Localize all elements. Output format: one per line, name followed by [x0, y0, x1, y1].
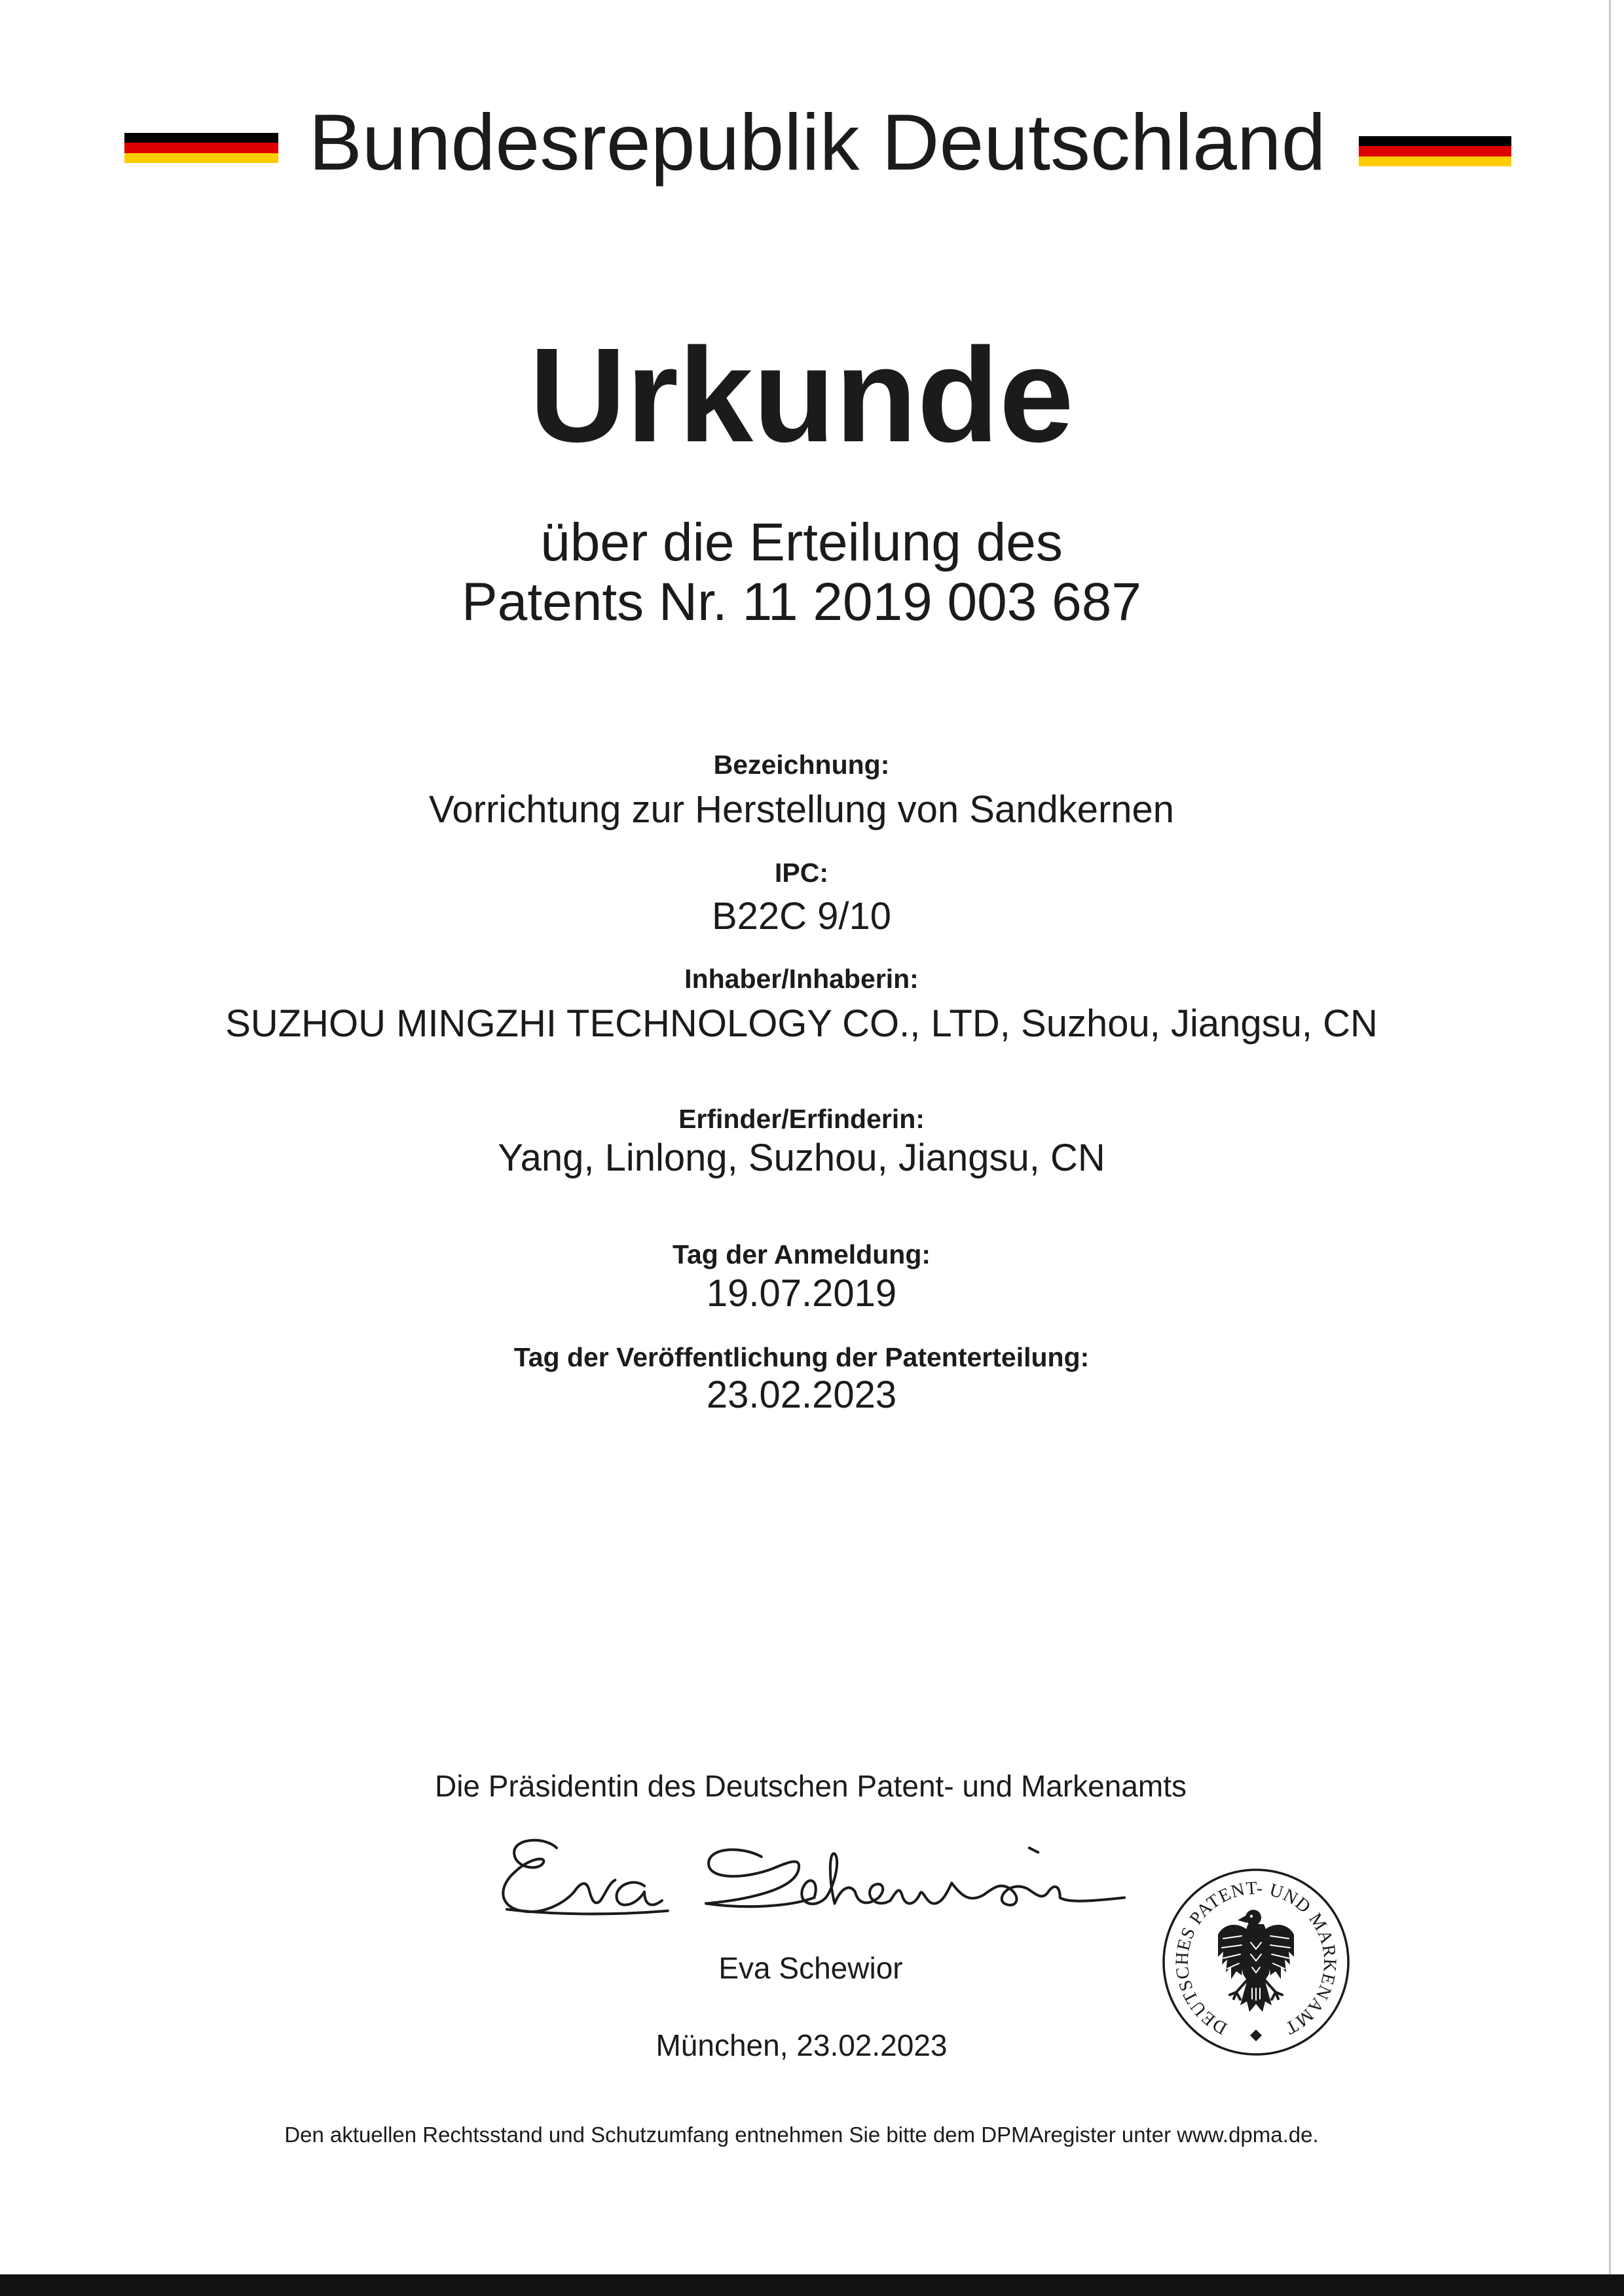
field-value-inventor: Yang, Linlong, Suzhou, Jiangsu, CN — [498, 1137, 1105, 1179]
header-title: Bundesrepublik Deutschland — [308, 98, 1326, 187]
field-value-owner: SUZHOU MINGZHI TECHNOLOGY CO., LTD, Suzhou, Jiangsu, CN — [225, 1002, 1378, 1045]
field-value-grant-publication-date: 23.02.2023 — [706, 1374, 897, 1416]
signature-intro: Die Präsidentin des Deutschen Patent- und Markenamts — [434, 1769, 1187, 1803]
certificate-title: Urkunde — [529, 320, 1074, 470]
federal-eagle-icon — [1218, 1910, 1294, 2012]
signature-handwriting — [458, 1807, 1179, 1950]
field-value-designation: Vorrichtung zur Herstellung von Sandkernen — [428, 788, 1175, 831]
field-label-designation: Bezeichnung: — [713, 750, 890, 780]
scan-edge-line — [1609, 0, 1611, 2274]
signature-stroke — [802, 1853, 1124, 1905]
field-value-ipc: B22C 9/10 — [711, 895, 892, 938]
flag-stripe-black — [1359, 136, 1511, 146]
seal-diamond — [1250, 2030, 1262, 2041]
field-label-owner: Inhaber/Inhaberin: — [684, 964, 919, 994]
signature-stroke — [616, 1882, 661, 1904]
seal-text-path: DEUTSCHES PATENT- UND MARKENAMT — [1172, 1878, 1340, 2039]
field-label-grant-publication-date: Tag der Veröffentlichung der Patenterteilung: — [513, 1342, 1090, 1372]
field-value-filing-date: 19.07.2019 — [706, 1272, 897, 1315]
certificate-subtitle-line2: Patents Nr. 11 2019 003 687 — [462, 572, 1141, 632]
place-date: München, 23.02.2023 — [655, 2028, 948, 2062]
signature-stroke — [574, 1880, 616, 1903]
official-seal — [1158, 1864, 1354, 2060]
signatory-name: Eva Schewior — [718, 1951, 903, 1985]
scan-bottom-bar — [0, 2274, 1624, 2296]
footer-note: Den aktuellen Rechtsstand und Schutzumfang entnehmen Sie bitte dem DPMAregister unter www.dpma.de. — [284, 2123, 1319, 2147]
flag-right-icon — [1359, 136, 1511, 166]
signature-stroke — [503, 1840, 574, 1912]
signature-stroke — [706, 1850, 814, 1906]
field-label-inventor: Erfinder/Erfinderin: — [678, 1104, 925, 1134]
flag-stripe-gold — [1359, 156, 1511, 166]
certificate-subtitle-line1: über die Erteilung des — [540, 513, 1063, 572]
field-label-ipc: IPC: — [775, 858, 828, 888]
signature-stroke — [507, 1909, 668, 1914]
field-label-filing-date: Tag der Anmeldung: — [672, 1239, 931, 1269]
flag-stripe-red — [1359, 146, 1511, 156]
signature-stroke — [1029, 1848, 1038, 1853]
